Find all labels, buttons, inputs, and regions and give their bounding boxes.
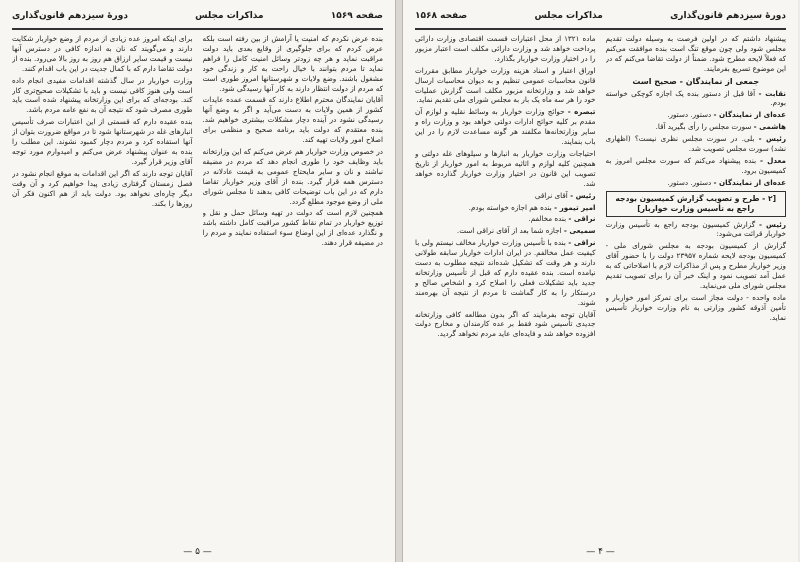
speaker-text: آقا قبل از دستور بنده یک اجازه کوچکی خواسته بودم.: [605, 88, 786, 108]
speaker-name: نراقی -: [568, 238, 596, 248]
speaker-name: امیر تیمور -: [554, 202, 596, 212]
left-page: [0, 0, 396, 562]
speaker-name: هاشمی -: [753, 122, 786, 132]
speaker-name: عده‌ای از نمایندگان -: [713, 110, 786, 120]
body-paragraph: همچنین لازم است که دولت در تهیه وسائل حمل و نقل و توزیع خواربار در تمام نقاط کشور مراقبت کامل داشته باشد و نگذارد عده‌ای از این اوضاع سوء استفاده نمایند و مردم را در مضیقه قرار دهند.: [202, 208, 383, 248]
left-column-1: [203, 34, 384, 540]
left-page-number: صفحه ۱۵۶۹: [330, 11, 383, 21]
speaker-paragraph: [606, 156, 787, 176]
speaker-name: رئیس -: [570, 190, 596, 200]
speaker-name: رئیس -: [758, 219, 786, 229]
right-header-rule: [415, 28, 786, 30]
speaker-paragraph: [606, 122, 787, 132]
speaker-paragraph: [606, 89, 787, 109]
speaker-text: بلی. در سورت مجلس نظری نیست؟ (اظهاری نشد) سورت مجلس تصویب شد.: [605, 134, 786, 154]
speaker-text: اجازه شما بعد از آقای نراقی است.: [456, 226, 562, 236]
left-session-title: دورهٔ سیزدهم قانون‌گذاری: [12, 11, 128, 21]
left-page-footer: — ۵ —: [183, 547, 212, 557]
right-page-header: [415, 6, 786, 26]
body-paragraph: آقایان توجه دارند که اگر این اقدامات به موقع انجام نشود در فصل زمستان گرفتاری زیادی پیدا خواهیم کرد و آن وقت دیگر چاره‌ای نخواهد بود. دولت باید از هم اکنون فکر آن روزها را بکند.: [12, 168, 193, 208]
speaker-name: نراقی -: [568, 214, 596, 224]
left-page-columns: [12, 34, 383, 540]
left-header-rule: [12, 28, 383, 30]
speaker-name: سمیعی -: [563, 226, 596, 236]
left-column-2: [12, 34, 193, 540]
speaker-text: دستور. دستور.: [667, 110, 712, 120]
speaker-paragraph: [606, 134, 787, 154]
speaker-name: رئیس -: [758, 134, 786, 144]
body-paragraph: در خصوص وزارت خواربار هم عرض می‌کنم که این وزارتخانه باید وظایف خود را طوری انجام دهد که مردم در مضیقه نباشند و نان و سایر مایحتاج عمومی به قیمت عادلانه در دسترس همه قرار گیرد. بنده از آقای وزیر خواربار تقاضا دارم که در این باب توضیحات کافی بدهند تا مجلس شورای ملی از وضع موجود مطلع گردد.: [202, 146, 383, 206]
body-paragraph: اوراق اعتبار و اسناد هزینه وزارت خواربار مطابق مقررات قانون محاسبات عمومی تنظیم و به دیوان محاسبات ارسال خواهد شد و وزارتخانه مزبور مکلف است گزارش عملیات خود را هر سه ماه یک بار به مجلس شورای ملی تقدیم نماید.: [415, 65, 596, 105]
body-paragraph: برای اینکه امروز عده زیادی از مردم از وضع خواربار شکایت دارند و می‌گویند که نان به اندازه کافی در دسترس آنها نیست و قیمت سایر ارزاق هم روز به روز بالا می‌رود. بنده از دولت تقاضا دارم که با کمال جدیت در این باب اقدام کنند.: [12, 34, 193, 73]
section-heading: جمعی از نمایندگان - صحیح است: [632, 76, 760, 86]
speaker-paragraph: [415, 203, 596, 213]
body-paragraph: آقایان توجه بفرمایند که اگر بدون مطالعه کافی وزارتخانه جدیدی تأسیس شود فقط بر عده کارمندان و مخارج دولت افزوده خواهد شد و فایده‌ای عاید مردم نخواهد گردید.: [415, 309, 596, 339]
speaker-paragraph: [415, 238, 596, 307]
right-session-title: دورهٔ سیزدهم قانون‌گذاری: [670, 11, 786, 21]
agenda-item-heading: [۲ - طرح و تصویب گزارش کمیسیون بودجه راجع به تأسیس وزارت خواربار]: [606, 191, 787, 217]
right-column-1: [606, 34, 787, 540]
right-page-footer: — ۴ —: [586, 547, 615, 557]
body-paragraph: وزارت خواربار در سال گذشته اقدامات مفیدی انجام داده است ولی هنوز کافی نیست و باید با تشکیلات صحیح‌تری کار کند. بودجه‌ای که برای این وزارتخانه پیشنهاد شده است باید طوری مصرف شود که نتیجه آن به نفع عامه مردم باشد.: [12, 75, 193, 115]
right-journal-title: مذاکرات مجلس: [534, 11, 603, 21]
speaker-name: عده‌ای از نمایندگان -: [713, 177, 786, 187]
speaker-text: گزارش کمیسیون بودجه راجع به تأسیس وزارت خواربار قرائت می‌شود:: [605, 219, 786, 239]
speaker-text: سورت مجلس را رأی بگیرید آقا.: [655, 122, 752, 132]
speaker-text: بنده مخالفم.: [528, 214, 567, 224]
right-page-number: صفحه ۱۵۶۸: [415, 11, 468, 21]
speaker-text: دستور. دستور.: [667, 177, 712, 187]
body-paragraph: پیشنهاد داشتم که در اولین فرصت به وسیله دولت تقدیم مجلس شود ولی چون موقع تنگ است بنده موافقت می‌کنم که فعلاً لایحه مطرح شود. ضمناً از دولت تقاضا می‌کنم که در این موضوع تسریع بفرمایند.: [605, 34, 786, 73]
speaker-paragraph: [415, 191, 596, 201]
left-journal-title: مذاکرات مجلس: [195, 11, 264, 21]
speaker-paragraph: [606, 220, 787, 240]
body-paragraph: ماده واحده - دولت مجاز است برای تمرکز امور خواربار و تأمین آذوقه کشور وزارتی به نام وزارت خواربار تأسیس نماید.: [605, 292, 786, 322]
body-paragraph: بنده عرض نکردم که امنیت یا آرامش از بین رفته است بلکه عرض کردم که برای جلوگیری از وقایع بعدی باید دولت مراقبت نماید و هر چه زودتر وسائل امنیت کامل را فراهم نماید تا مردم بتوانند با خیال راحت به کار و زندگی خود مشغول باشند. وضع ولایات و شهرستانها امروز طوری است که مردم از دولت انتظار دارند به کار آنها رسیدگی شود.: [202, 34, 383, 93]
speaker-paragraph: [415, 107, 596, 147]
speaker-paragraph: [606, 110, 787, 120]
speaker-name: معدل -: [759, 155, 786, 165]
right-page: [402, 0, 798, 562]
speaker-text: بنده با تأسیس وزارت خواربار مخالف نیستم ولی با کیفیت عمل مخالفم. در ایران ادارات خواربار سابقه طولانی دارند و هر وقت که تشکیل شده‌اند نتیجه مطلوب به دست نیامده است. بنده عقیده دارم که قبل از تأسیس وزارتخانه جدید باید تشکیلات فعلی را اصلاح کرد و اشخاص صالح و درستکار را به کار گماشت تا مردم از نتیجه آن بهره‌مند شوند.: [415, 238, 596, 307]
left-page-header: [12, 6, 383, 26]
speaker-text: حوائج وزارت خواربار به وسائط نقلیه و لوازم آن مقدم بر کلیه حوائج ادارات دولتی خواهد بود و وزارت راه و سایر وزارتخانه‌ها مکلفند هر گونه مساعدت لازم را در این باب بنمایند.: [415, 107, 596, 147]
speaker-paragraph: [415, 214, 596, 224]
speaker-text: بنده هم اجازه خواسته بودم.: [468, 202, 552, 212]
right-page-columns: [415, 34, 786, 540]
speaker-text: بنده پیشنهاد می‌کنم که سورت مجلس امروز به کمیسیون برود.: [605, 155, 786, 175]
body-paragraph: گزارش از کمیسیون بودجه به مجلس شورای ملی - کمیسیون بودجه لایحه شماره ۲۳۹۵۷ دولت را با حضور آقای وزیر خواربار مطرح و پس از مذاکرات لازم با اصلاحاتی که به عمل آمد تصویب نمود و اینک خبر آن را برای تصویب تقدیم مجلس شورای ملی می‌نماید.: [605, 241, 786, 290]
speaker-name: تبصره -: [567, 107, 596, 117]
body-paragraph: بنده عقیده دارم که قسمتی از این اعتبارات صرف تأسیس انبارهای غله در شهرستانها شود تا در مواقع ضرورت بتوان از آنها استفاده کرد و مردم دچار کمبود نشوند. این مطلب را بنده به عنوان پیشنهاد عرض می‌کنم و امیدوارم مورد توجه آقای وزیر قرار گیرد.: [12, 117, 193, 166]
body-paragraph: آقایان نمایندگان محترم اطلاع دارند که قسمت عمده عایدات کشور از همین ولایات به دست می‌آید و اگر به وضع آنها رسیدگی نشود در آینده دچار مشکلات بیشتری خواهیم شد. بنده معتقدم که دولت باید برنامه صحیح و منظمی برای اصلاح امور ولایات تهیه کند.: [202, 95, 383, 145]
body-paragraph: احتیاجات وزارت خواربار به انبارها و سیلوهای غله دولتی و همچنین کلیه لوازم و اثاثیه مربوط به امور خواربار از تاریخ تصویب این قانون در اختیار وزارت خواربار گذارده خواهد شد.: [415, 148, 596, 188]
speaker-name: نقابت -: [758, 88, 786, 98]
speaker-paragraph: [606, 178, 787, 188]
speaker-paragraph: [415, 226, 596, 236]
body-paragraph: ماده ۱۳۲۱ از محل اعتبارات قسمت اقتصادی وزارت دارائی پرداخت خواهد شد و وزارت دارائی مکلف است اعتبار مزبور را در اختیار وزارت خواربار بگذارد.: [415, 34, 596, 63]
right-column-2: [415, 34, 596, 540]
speaker-text: آقای نراقی: [534, 190, 568, 200]
